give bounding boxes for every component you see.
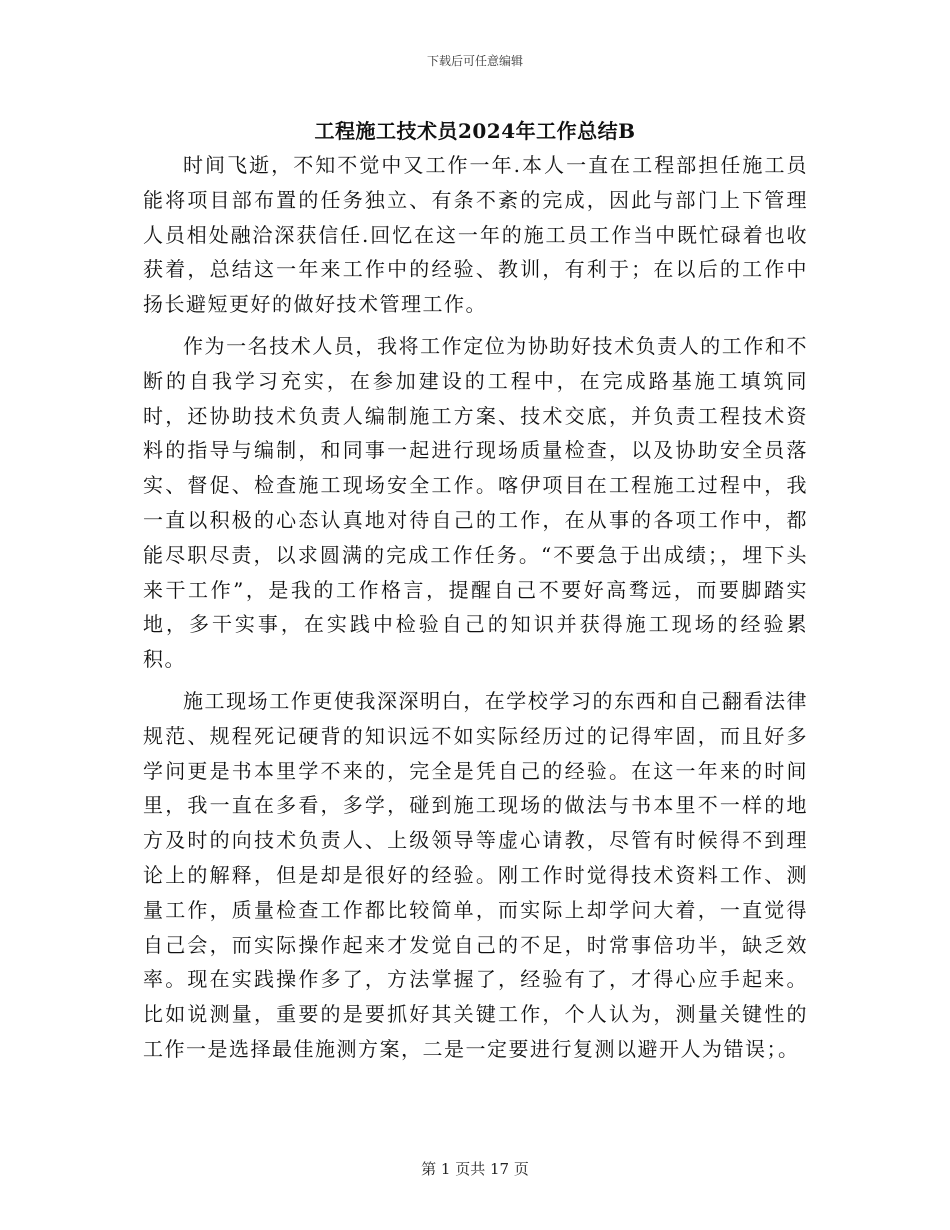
- paragraph-1: 时间飞逝，不知不觉中又工作一年.本人一直在工程部担任施工员能将项目部布置的任务独立、有条不紊的完成，因此与部门上下管理人员相处融洽深获信任.回忆在这一年的施工员工作当中既忙碌着也收获着，总结这一年来工作中的经验、教训，有利于；在以后的工作中扬长避短更好的做好技术管理工作。: [143, 153, 808, 317]
- paragraph-2: 作为一名技术人员，我将工作定位为协助好技术负责人的工作和不断的自我学习充实，在参加建设的工程中，在完成路基施工填筑同时，还协助技术负责人编制施工方案、技术交底，并负责工程技术资料的指导与编制，和同事一起进行现场质量检查，以及协助安全员落实、督促、检查施工现场安全工作。喀伊项目在工程施工过程中，我一直以积极的心态认真地对待自己的工作，在从事的各项工作中，都能尽职尽责，以求圆满的完成工作任务。“不要急于出成绩；，埋下头来干工作”，是我的工作格言，提醒自己不要好高骛远，而要脚踏实地，多干实事，在实践中检验自己的知识并获得施工现场的经验累积。: [143, 333, 808, 672]
- paragraph-3: 施工现场工作更使我深深明白，在学校学习的东西和自己翻看法律规范、规程死记硬背的知识远不如实际经历过的记得牢固，而且好多学问更是书本里学不来的，完全是凭自己的经验。在这一年来的时间里，我一直在多看，多学，碰到施工现场的做法与书本里不一样的地方及时的向技术负责人、上级领导等虚心请教，尽管有时候得不到理论上的解释，但是却是很好的经验。刚工作时觉得技术资料工作、测量工作，质量检查工作都比较简单，而实际上却学问大着，一直觉得自己会，而实际操作起来才发觉自己的不足，时常事倍功半，缺乏效率。现在实践操作多了，方法掌握了，经验有了，才得心应手起来。比如说测量，重要的是要抓好其关键工作，个人认为，测量关键性的工作一是选择最佳施测方案，二是一定要进行复测以避开人为错误；。: [143, 688, 808, 1061]
- page-footer: 第 1 页共 17 页: [421, 1160, 529, 1178]
- document-title: 工程施工技术员2024年工作总结B: [314, 119, 636, 143]
- page-header: 下载后可任意编辑: [426, 54, 523, 68]
- document-body: [143, 148, 808, 1074]
